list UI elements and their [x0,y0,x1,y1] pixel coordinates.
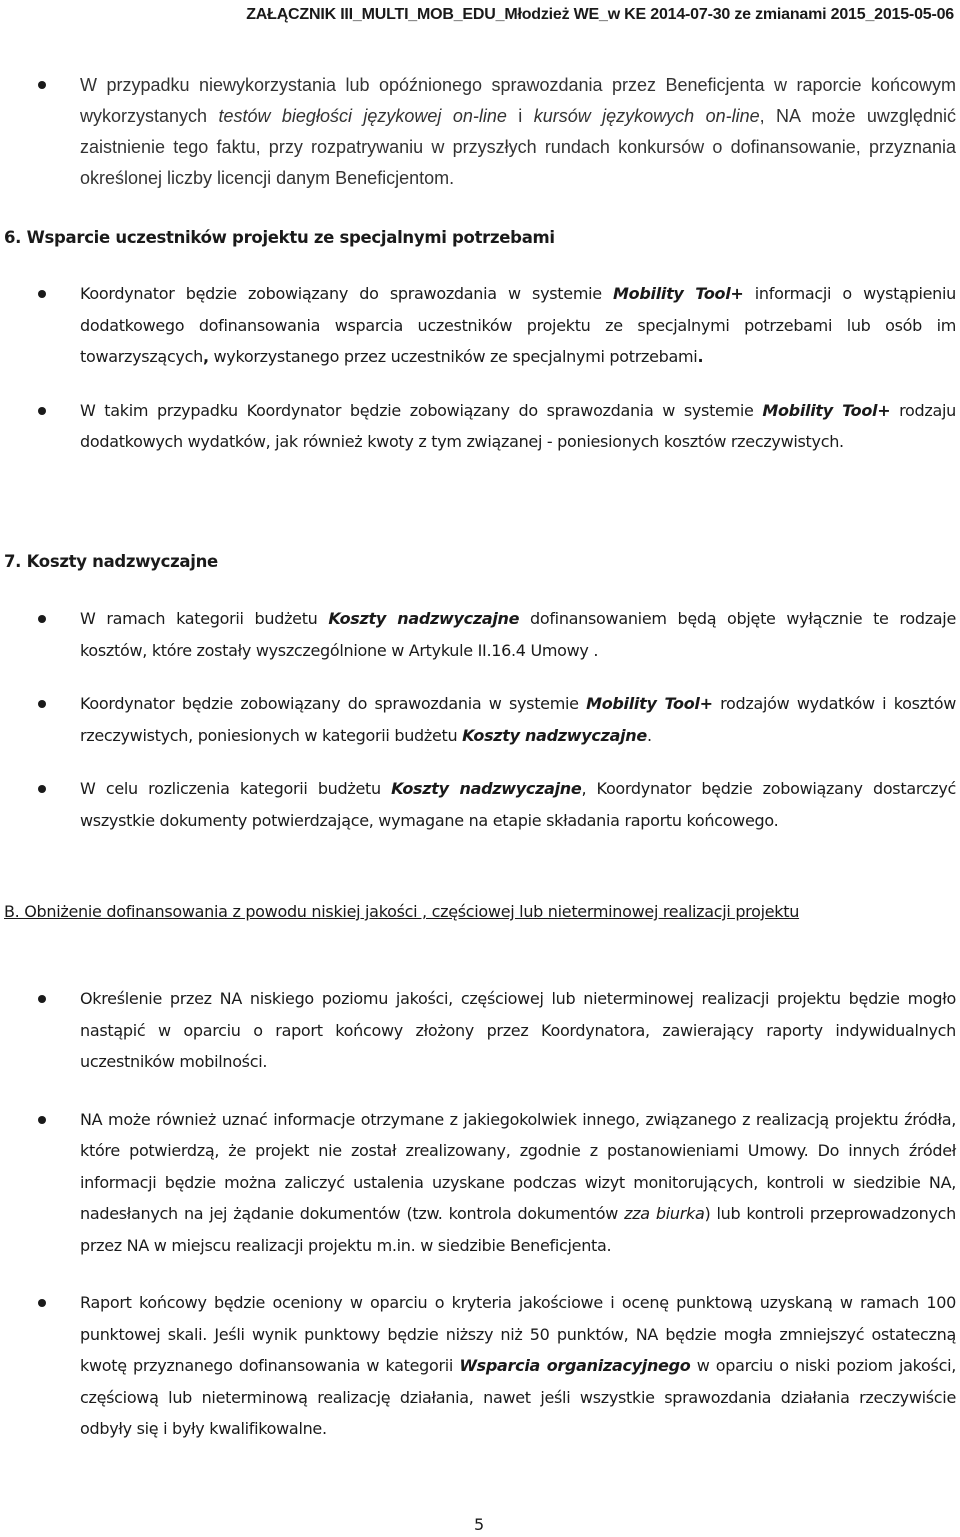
paragraph-text: Raport końcowy będzie oceniony w oparciu o kryteria jakościowe i ocenę punktową uzyskaną w ramach 100 punktowej skali. Jeśli wynik punktowy będzie niższy niż 50 punktów, NA będzie mogła zmniejszyć ostateczną kwotę przyznanego dofinansowania w kategorii Wsparcia organizacyjnego w oparciu o niski poziom jakości, częściową lub nieterminową realizację działania, nawet jeśli wszystkie sprawozdania działania rzeczywiście odbyły się i były kwalifikowalne. [80,1293,956,1438]
list-item [0,773,960,836]
paragraph-text: W ramach kategorii budżetu Koszty nadzwyczajne dofinansowaniem będą objęte wyłącznie te rodzaje kosztów, które zostały wyszczególnione w Artykule II.16.4 Umowy . [80,609,956,660]
section-6-list [0,278,960,458]
section-7-list [0,603,960,836]
section-b-list [0,983,960,1445]
paragraph-text: W takim przypadku Koordynator będzie zobowiązany do sprawozdania w systemie Mobility Tool+ rodzaju dodatkowych wydatków, jak również kwoty z tym związanej - poniesionych kosztów rzeczywistych. [80,400,956,451]
section-6-heading: 6. Wsparcie uczestników projektu ze specjalnymi potrzebami [4,228,555,247]
list-item [0,1104,960,1262]
list-item [0,603,960,666]
bullet-icon [38,81,46,89]
bullet-icon [38,1116,46,1124]
paragraph-text: Określenie przez NA niskiego poziomu jakości, częściowej lub nieterminowej realizacji projektu będzie mogło nastąpić w oparciu o raport końcowy złożony przez Koordynatora, zawierający raporty indywidualnych uczestników mobilności. [80,989,956,1071]
document-header: ZAŁĄCZNIK III_MULTI_MOB_EDU_Młodzież WE_w KE 2014-07-30 ze zmianami 2015_2015-05-06 [246,6,954,23]
paragraph-text: Koordynator będzie zobowiązany do sprawozdania w systemie Mobility Tool+ rodzajów wydatków i kosztów rzeczywistych, poniesionych w kategorii budżetu Koszty nadzwyczajne. [80,694,956,745]
section-7-heading: 7. Koszty nadzwyczajne [4,552,218,571]
bullet-icon [38,700,46,708]
list-item [0,395,960,458]
list-item [0,1287,960,1445]
paragraph-text: W celu rozliczenia kategorii budżetu Koszty nadzwyczajne, Koordynator będzie zobowiązany dostarczyć wszystkie dokumenty potwierdzające, wymagane na etapie składania raportu końcowego. [80,779,957,830]
bullet-icon [38,1299,46,1307]
page-number: 5 [474,1515,485,1534]
bullet-icon [38,290,46,298]
paragraph-text: W przypadku niewykorzystania lub opóźnionego sprawozdania przez Beneficjenta w raporcie końcowym wykorzystanych testów biegłości językowej on-line i kursów językowych on-line, NA może uwzględnić zaistnienie tego faktu, przy rozpatrywaniu w przyszłych rundach konkursów o dofinansowanie, przyznania określonej liczby licencji danym Beneficjentom. [80,75,956,188]
bullet-icon [38,995,46,1003]
section-b-heading: B. Obniżenie dofinansowania z powodu niskiej jakości , częściowej lub nieterminowej realizacji projektu [4,902,800,921]
intro-list [0,70,960,194]
paragraph-text: NA może również uznać informacje otrzymane z jakiegokolwiek innego, związanego z realizacją projektu źródła, które potwierdzą, że projekt nie został zrealizowany, zgodnie z postanowieniami Umowy. Do innych źródeł informacji będzie można zaliczyć ustalenia uzyskane podczas wizyt monitorujących, kontroli w siedzibie NA, nadesłanych na jej żądanie dokumentów (tzw. kontrola dokumentów zza biurka) lub kontroli przeprowadzonych przez NA w miejscu realizacji projektu m.in. w siedzibie Beneficjenta. [80,1109,956,1255]
paragraph-text: Koordynator będzie zobowiązany do sprawozdania w systemie Mobility Tool+ informacji o wystąpieniu dodatkowego dofinansowania wsparcia uczestników projektu ze specjalnymi potrzebami lub osób im towarzyszących, wykorzystanego przez uczestników ze specjalnymi potrzebami. [80,284,956,366]
bullet-icon [38,407,46,415]
bullet-icon [38,615,46,623]
list-item [0,70,960,194]
list-item [0,983,960,1078]
list-item [0,688,960,751]
list-item [0,278,960,373]
bullet-icon [38,785,46,793]
